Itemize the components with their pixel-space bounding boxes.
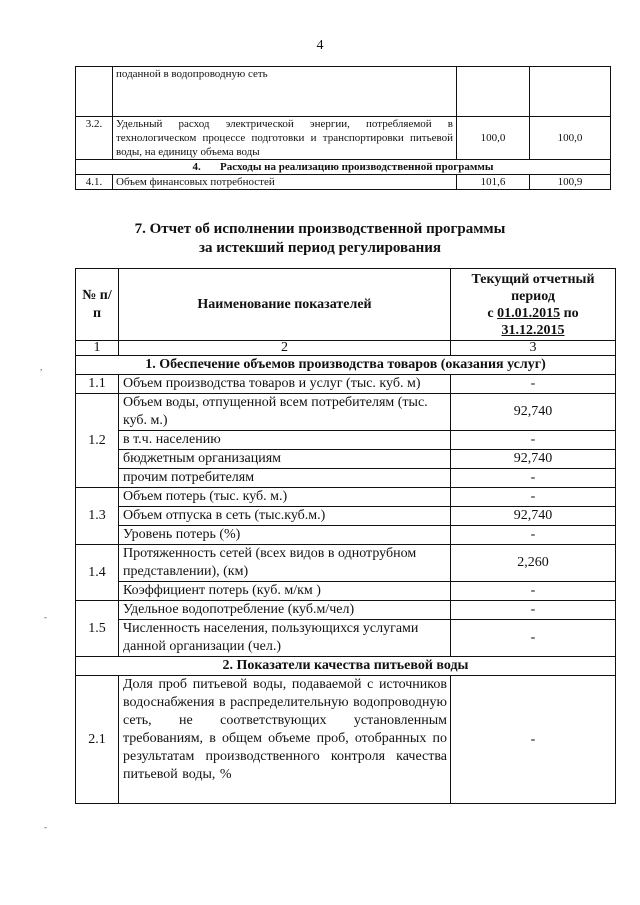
row-number: 1.4 xyxy=(76,545,119,601)
row-value-2: 100,9 xyxy=(530,175,611,190)
header-name: Наименование показателей xyxy=(119,269,451,341)
table-row xyxy=(76,676,616,804)
row-name: Коэффициент потерь (куб. м/км ) xyxy=(119,582,451,601)
row-value: 92,740 xyxy=(451,394,616,431)
section-heading: 1. Обеспечение объемов производства товаров (оказания услуг) xyxy=(76,356,616,375)
index-cell: 2 xyxy=(119,341,451,356)
row-value: - xyxy=(451,676,616,804)
row-name: прочим потребителям xyxy=(119,469,451,488)
section-row xyxy=(76,657,616,676)
row-value: - xyxy=(451,601,616,620)
section-title-line1: 7. Отчет об исполнении производственной программы xyxy=(134,221,506,237)
row-number: 4.1. xyxy=(76,175,113,190)
row-value: - xyxy=(451,582,616,601)
index-cell: 1 xyxy=(76,341,119,356)
table-row xyxy=(76,582,616,601)
report-table xyxy=(75,268,616,804)
row-value-2 xyxy=(530,67,611,117)
row-name: Объем финансовых потребностей xyxy=(113,175,457,190)
table-row xyxy=(76,117,611,160)
index-cell: 3 xyxy=(451,341,616,356)
table-row xyxy=(76,526,616,545)
row-number: 3.2. xyxy=(76,117,113,160)
header-period-from-line xyxy=(454,305,612,322)
row-name: Удельный расход электрической энергии, потребляемой в технологическом процессе подготовки и транспортировки питьевой воды, на единицу объема воды xyxy=(113,117,457,160)
header-period-to: 31.12.2015 xyxy=(501,322,565,338)
row-value: 92,740 xyxy=(451,507,616,526)
table-row xyxy=(76,620,616,657)
row-number: 1.2 xyxy=(76,394,119,488)
table-row xyxy=(76,394,616,431)
row-name xyxy=(119,676,451,804)
section-title: Расходы на реализацию производственной программы xyxy=(220,161,494,173)
header-period-line2: период xyxy=(511,288,555,304)
row-value: - xyxy=(451,526,616,545)
table-row xyxy=(76,488,616,507)
row-value: - xyxy=(451,488,616,507)
margin-mark: - xyxy=(44,822,47,832)
section-row xyxy=(76,160,611,175)
row-value-1 xyxy=(457,67,530,117)
header-period-line1: Текущий отчетный xyxy=(471,271,595,287)
table-row xyxy=(76,469,616,488)
table-row xyxy=(76,507,616,526)
index-row xyxy=(76,341,616,356)
section-number: 4. xyxy=(192,161,201,173)
margin-mark: - xyxy=(44,612,47,622)
row-name: Объем производства товаров и услуг (тыс. куб. м) xyxy=(119,375,451,394)
table-row xyxy=(76,431,616,450)
row-name: Удельное водопотребление (куб.м/чел) xyxy=(119,601,451,620)
row-name: Объем отпуска в сеть (тыс.куб.м.) xyxy=(119,507,451,526)
section-heading: 2. Показатели качества питьевой воды xyxy=(76,657,616,676)
table-header xyxy=(76,269,616,341)
header-period xyxy=(451,269,616,341)
row-value: 92,740 xyxy=(451,450,616,469)
table-row xyxy=(76,67,611,117)
header-number: № п/п xyxy=(76,269,119,341)
row-name-text: Доля проб питьевой воды, подаваемой с источников водоснабжения в распределительную водопроводную сеть, не соответствующих установленным требованиям, в общем объеме проб, отобранных по результатам производственного контроля качества питьевой воды, % xyxy=(123,677,447,782)
table-row xyxy=(76,375,616,394)
row-value-2: 100,0 xyxy=(530,117,611,160)
header-period-from: 01.01.2015 xyxy=(497,305,561,321)
row-number: 1.1 xyxy=(76,375,119,394)
row-name: бюджетным организациям xyxy=(119,450,451,469)
continuation-table xyxy=(75,66,611,190)
section-heading xyxy=(76,160,611,175)
row-value: - xyxy=(451,431,616,450)
row-number: 1.5 xyxy=(76,601,119,657)
section-row xyxy=(76,356,616,375)
header-period-to-prefix: по xyxy=(560,305,579,321)
row-name: Объем потерь (тыс. куб. м.) xyxy=(119,488,451,507)
table-row xyxy=(76,175,611,190)
row-name: Уровень потерь (%) xyxy=(119,526,451,545)
row-name: Объем воды, отпущенной всем потребителям (тыс. куб. м.) xyxy=(119,394,451,431)
table-row xyxy=(76,450,616,469)
table-row xyxy=(76,545,616,582)
row-name: поданной в водопроводную сеть xyxy=(113,67,457,117)
row-value: - xyxy=(451,620,616,657)
margin-mark: , xyxy=(40,362,43,372)
row-name: Протяженность сетей (всех видов в однотрубном представлении), (км) xyxy=(119,545,451,582)
table-row xyxy=(76,601,616,620)
row-value: - xyxy=(451,469,616,488)
row-number: 1.3 xyxy=(76,488,119,545)
section-title-line2: за истекший период регулирования xyxy=(198,240,442,256)
row-value-1: 100,0 xyxy=(457,117,530,160)
section-heading xyxy=(0,220,640,258)
row-name: Численность населения, пользующихся услугами данной организации (чел.) xyxy=(119,620,451,657)
row-name: в т.ч. населению xyxy=(119,431,451,450)
row-value: - xyxy=(451,375,616,394)
page-number: 4 xyxy=(316,38,324,53)
row-number: 2.1 xyxy=(76,676,119,804)
header-period-from-prefix: с xyxy=(487,305,498,321)
row-value-1: 101,6 xyxy=(457,175,530,190)
row-number xyxy=(76,67,113,117)
row-value: 2,260 xyxy=(451,545,616,582)
